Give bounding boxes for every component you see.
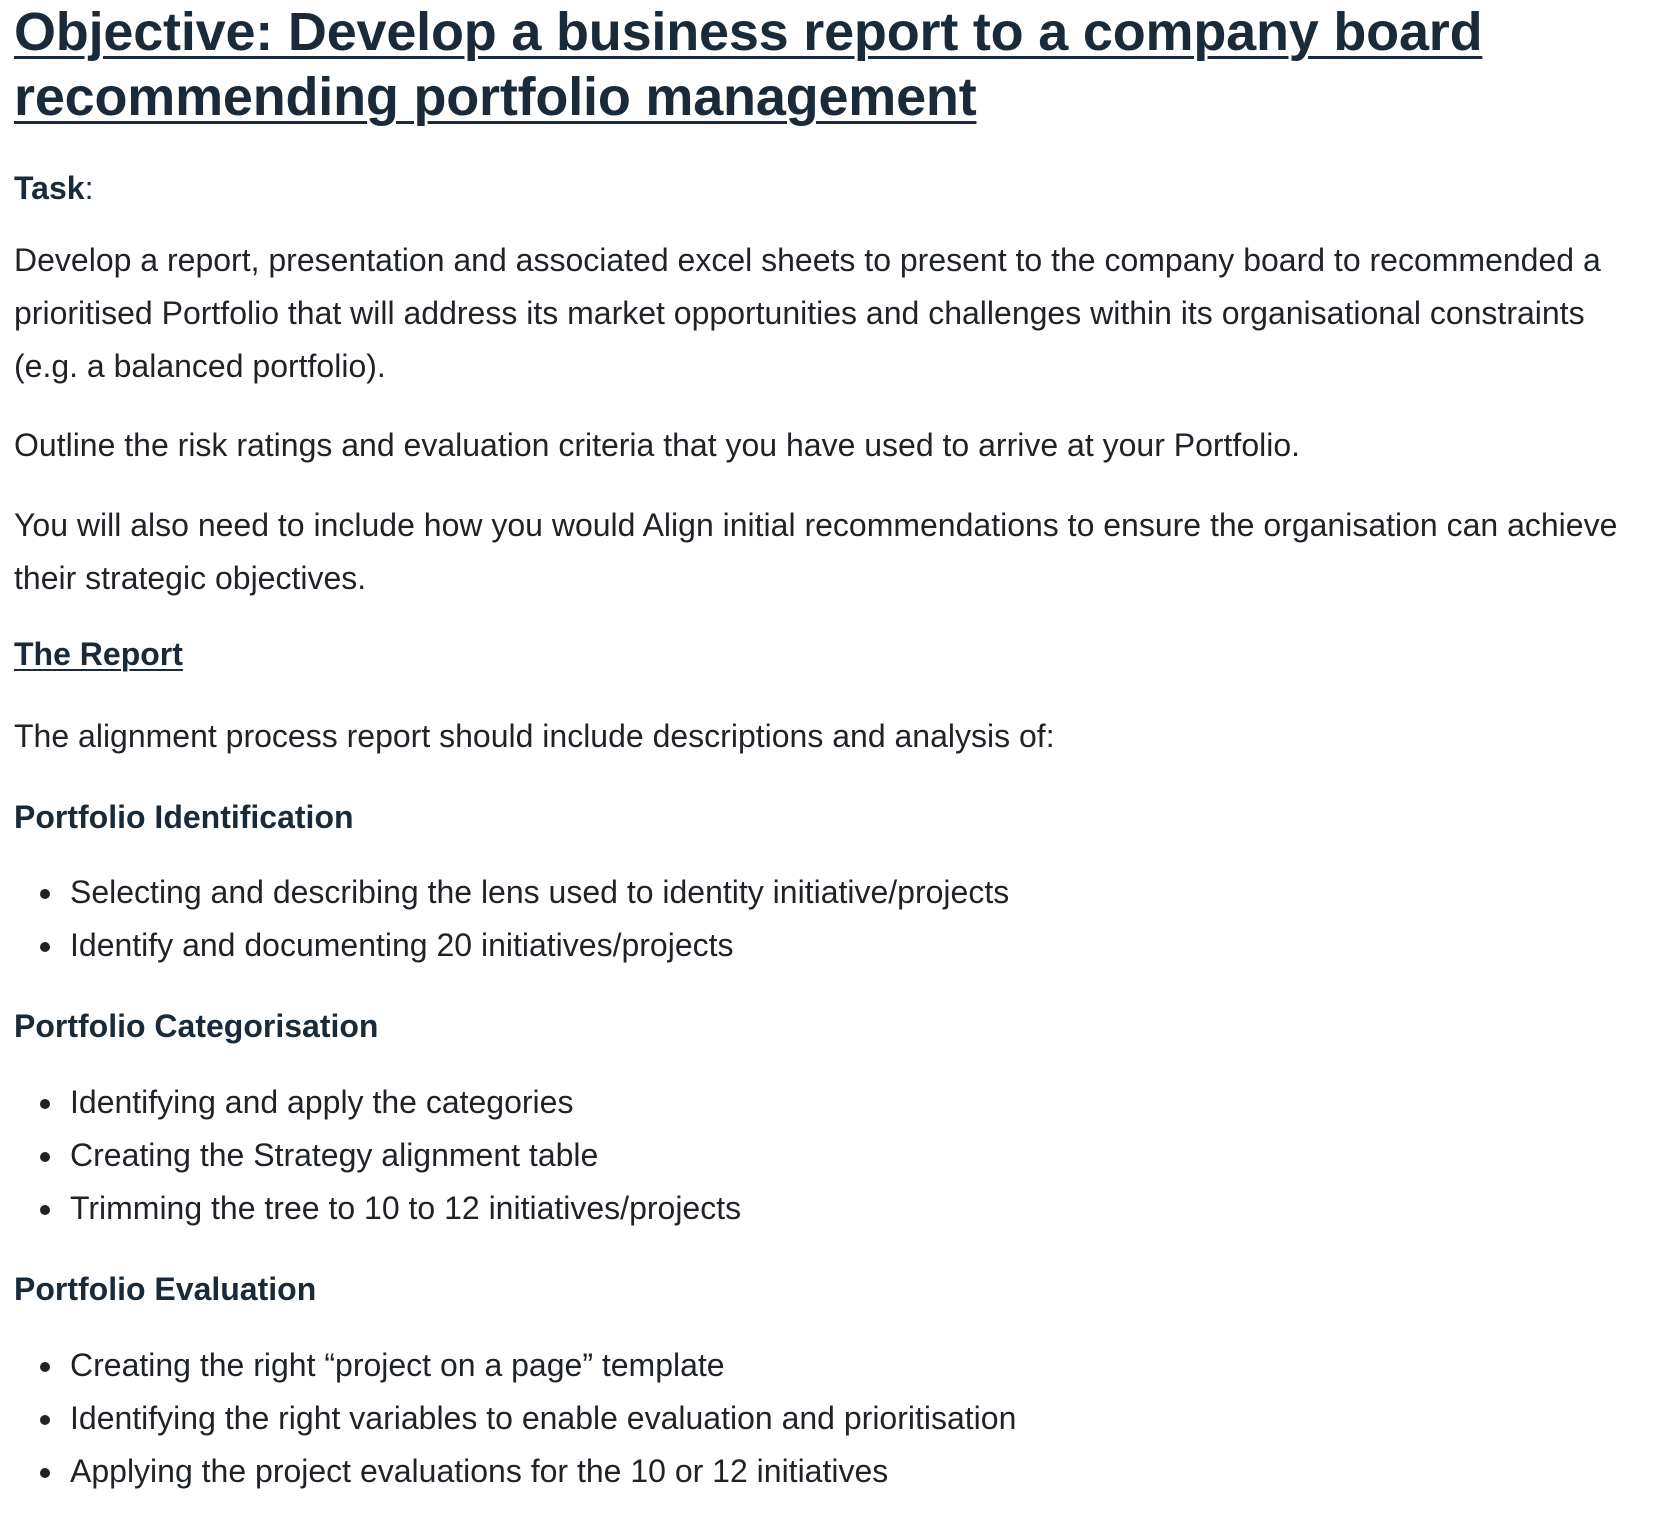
list-item	[40, 866, 1628, 919]
task-label-colon: :	[84, 170, 94, 206]
evaluation-list	[14, 1339, 1628, 1498]
bullet-icon	[40, 1362, 50, 1372]
section-heading-identification: Portfolio Identification	[14, 799, 354, 835]
list-item	[40, 1182, 1628, 1235]
list-item-text: Identify and documenting 20 initiatives/projects	[70, 927, 734, 963]
list-item-text: Applying the project evaluations for the 10 or 12 initiatives	[70, 1453, 889, 1489]
task-label	[14, 168, 1628, 208]
bullet-icon	[40, 1468, 50, 1478]
list-item-text: Selecting and describing the lens used to identity initiative/projects	[70, 874, 1010, 910]
section-heading-categorisation: Portfolio Categorisation	[14, 1008, 379, 1044]
report-intro-paragraph: The alignment process report should include descriptions and analysis of:	[14, 718, 1055, 754]
bullet-icon	[40, 889, 50, 899]
risk-ratings-paragraph: Outline the risk ratings and evaluation criteria that you have used to arrive at your Portfolio.	[14, 427, 1301, 463]
bullet-icon	[40, 1415, 50, 1425]
list-item-text: Creating the Strategy alignment table	[70, 1137, 599, 1173]
list-item-text: Creating the right “project on a page” template	[70, 1347, 725, 1383]
list-item-text: Identifying the right variables to enable evaluation and prioritisation	[70, 1400, 1017, 1436]
list-item	[40, 1445, 1628, 1498]
categorisation-list	[14, 1076, 1628, 1235]
section-heading-evaluation: Portfolio Evaluation	[14, 1271, 317, 1307]
list-item	[40, 1339, 1628, 1392]
alignment-paragraph: You will also need to include how you would Align initial recommendations to ensure the organisation can achieve their strategic objectives.	[14, 507, 1618, 596]
bullet-icon	[40, 1152, 50, 1162]
task-label-text: Task	[14, 170, 85, 206]
bullet-icon	[40, 1205, 50, 1215]
bullet-icon	[40, 942, 50, 952]
identification-list	[14, 866, 1628, 972]
list-item-text: Trimming the tree to 10 to 12 initiatives/projects	[70, 1190, 742, 1226]
page-title: Objective: Develop a business report to a company board recommending portfolio management	[14, 2, 1483, 127]
report-heading: The Report	[14, 636, 183, 672]
list-item	[40, 1076, 1628, 1129]
list-item	[40, 1392, 1628, 1445]
list-item-text: Identifying and apply the categories	[70, 1084, 574, 1120]
list-item	[40, 919, 1628, 972]
list-item	[40, 1129, 1628, 1182]
bullet-icon	[40, 1099, 50, 1109]
task-description-paragraph: Develop a report, presentation and associated excel sheets to present to the company board to recommended a prioritised Portfolio that will address its market opportunities and challenges within its organisational constraints (e.g. a balanced portfolio).	[14, 242, 1601, 384]
